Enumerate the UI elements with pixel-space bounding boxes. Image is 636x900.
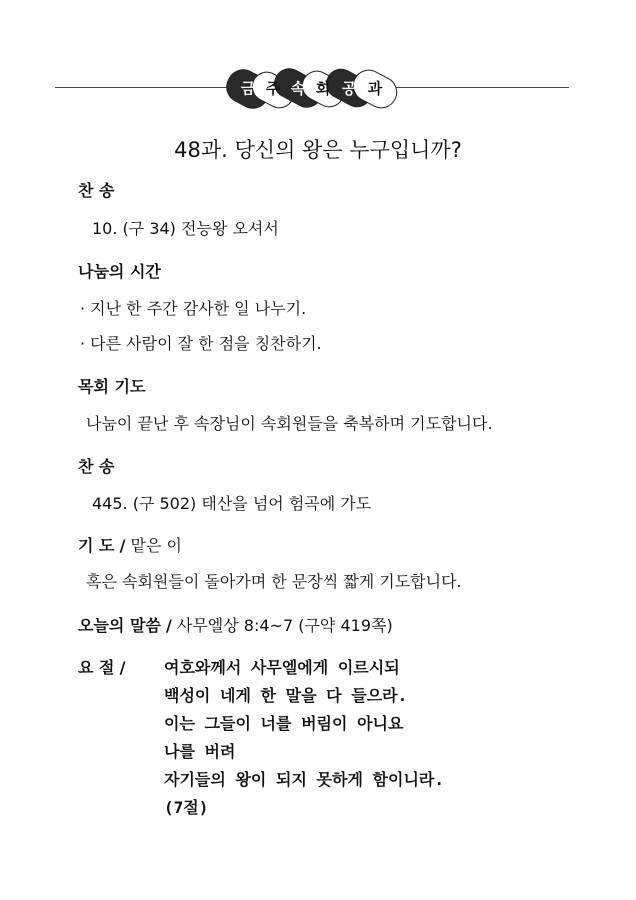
hymn1-text: 10. (구 34) 전능왕 오셔서 bbox=[92, 219, 279, 238]
prayer-leader: 맡은 이 bbox=[130, 536, 182, 555]
lesson-banner bbox=[55, 62, 569, 114]
hymn1-heading: 찬 송 bbox=[78, 181, 115, 200]
banner-char-1: 금 bbox=[240, 79, 256, 98]
prayer-heading-line bbox=[78, 535, 182, 557]
banner-char-4: 회 bbox=[315, 79, 331, 98]
prayer-separator: / bbox=[119, 536, 126, 555]
key-verse-line-5: 자기들의 왕이 되지 못하게 함이니라. bbox=[164, 770, 445, 789]
key-verse-line-1: 여호와께서 사무엘에게 이르시되 bbox=[164, 658, 400, 677]
banner-char-5: 공 bbox=[341, 79, 357, 98]
prayer-heading: 기 도 bbox=[78, 536, 115, 555]
banner-char-3: 속 bbox=[290, 79, 306, 98]
banner-char-6: 과 bbox=[367, 79, 383, 98]
todays-word-heading: 오늘의 말씀 bbox=[78, 616, 161, 635]
sharing-item-1: · 지난 한 주간 감사한 일 나누기. bbox=[80, 299, 307, 318]
hymn2-heading: 찬 송 bbox=[78, 457, 115, 476]
pastoral-prayer-text: 나눔이 끝난 후 속장님이 속회원들을 축복하며 기도합니다. bbox=[86, 414, 493, 433]
todays-word-line bbox=[78, 615, 393, 637]
sharing-item-2: · 다른 사람이 잘 한 점을 칭찬하기. bbox=[80, 334, 322, 353]
lesson-title: 48과. 당신의 왕은 누구입니까? bbox=[174, 138, 462, 162]
key-verse-line-4: 나를 버려 bbox=[164, 742, 236, 761]
banner-pills bbox=[231, 62, 401, 114]
key-verse-separator: / bbox=[119, 658, 126, 677]
key-verse-heading-line bbox=[78, 657, 125, 679]
key-verse-line-2: 백성이 네게 한 말을 다 들으라. bbox=[164, 686, 408, 705]
todays-word-separator: / bbox=[165, 616, 172, 635]
key-verse-line-3: 이는 그들이 너를 버림이 아니요 bbox=[164, 714, 404, 733]
key-verse-heading: 요 절 bbox=[78, 658, 115, 677]
prayer-text: 혹은 속회원들이 돌아가며 한 문장씩 짧게 기도합니다. bbox=[86, 572, 462, 591]
banner-char-2: 주 bbox=[265, 79, 281, 98]
pastoral-prayer-heading: 목회 기도 bbox=[78, 377, 146, 396]
hymn2-text: 445. (구 502) 태산을 넘어 험곡에 가도 bbox=[92, 494, 372, 513]
todays-word-reference: 사무엘상 8:4~7 (구약 419쪽) bbox=[176, 616, 393, 635]
sharing-heading: 나눔의 시간 bbox=[78, 262, 161, 281]
key-verse-ref: (7절) bbox=[164, 798, 209, 817]
